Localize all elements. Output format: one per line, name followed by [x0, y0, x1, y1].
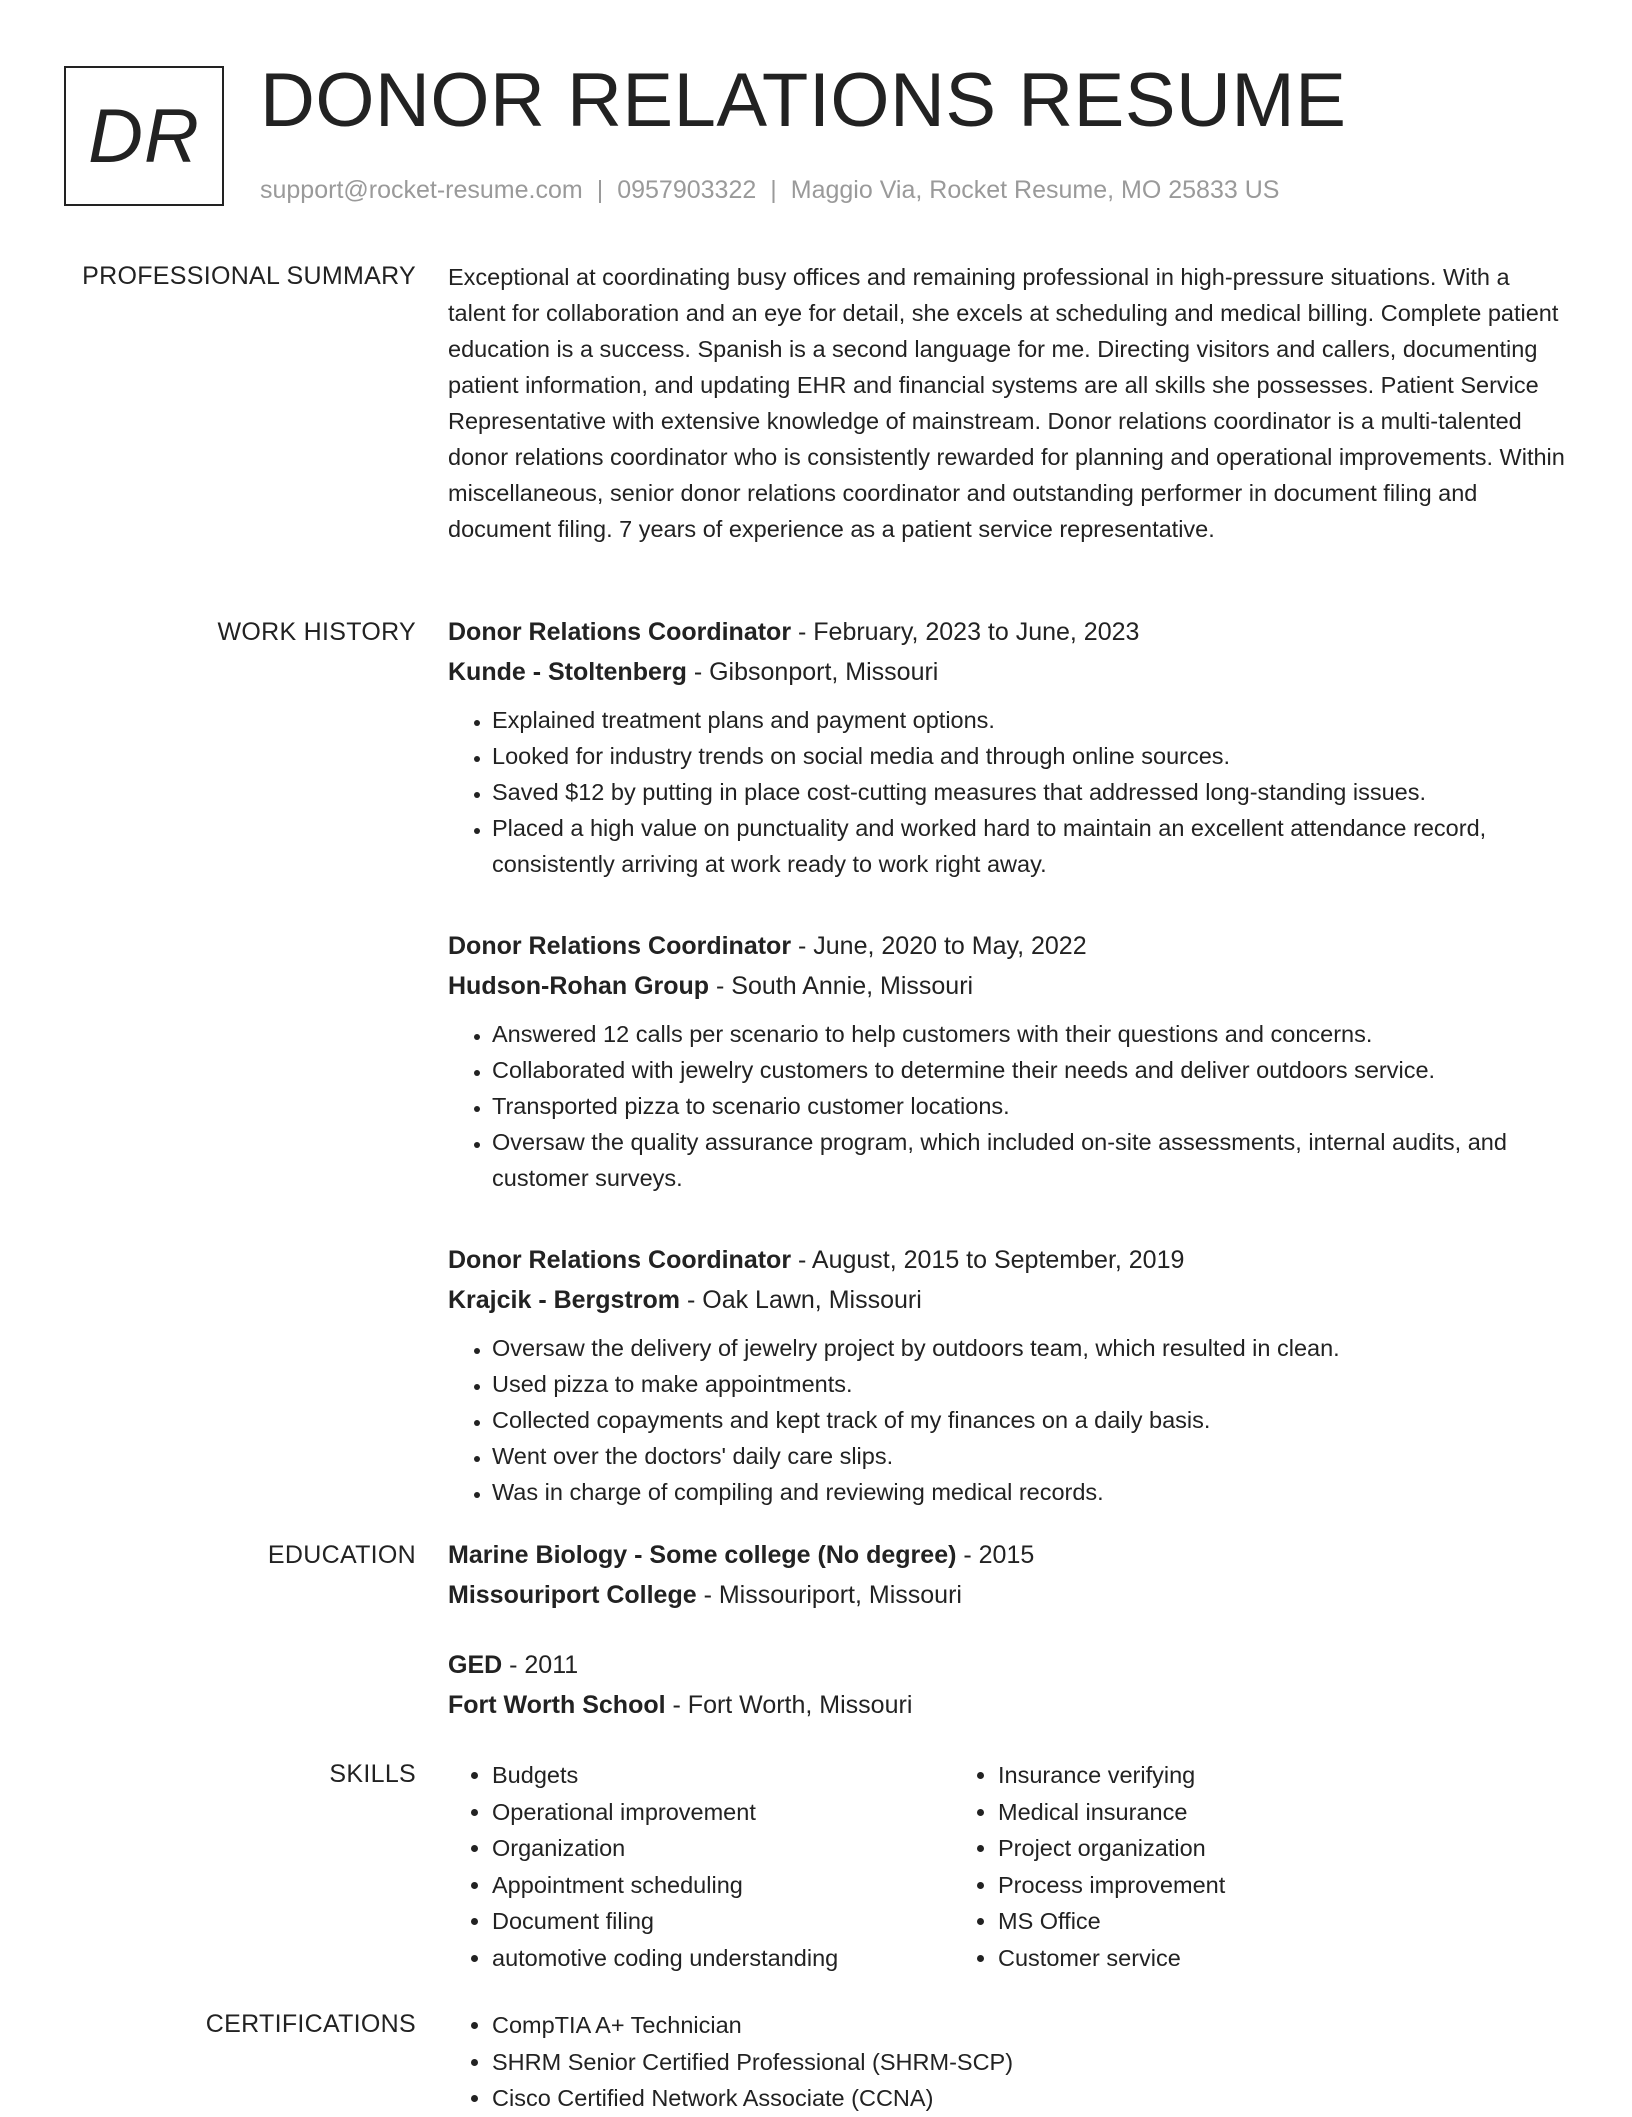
skills-list-left: [448, 1757, 954, 1976]
skill-item: • Document filing: [492, 1903, 954, 1940]
contact-phone: 0957903322: [617, 176, 757, 204]
skills-list-right: [954, 1757, 1460, 1976]
section-label-certifications: CERTIFICATIONS: [205, 2010, 416, 2038]
skill-item: • automotive coding understanding: [492, 1940, 954, 1977]
education-school: Fort Worth School: [448, 1691, 666, 1719]
job-bullet: • Oversaw the quality assurance program, which included on-site assessments, internal audits, and customer surveys.: [492, 1124, 1570, 1196]
job-bullet: • Transported pizza to scenario customer locations.: [492, 1088, 1570, 1124]
education-degree-line: [448, 1645, 1570, 1685]
education-location: - Fort Worth, Missouri: [665, 1691, 913, 1719]
skill-item: • Budgets: [492, 1757, 954, 1794]
job-company-line: [448, 966, 1570, 1006]
education-entry: [448, 1645, 1570, 1725]
job-bullet: • Collaborated with jewelry customers to determine their needs and deliver outdoors service.: [492, 1052, 1570, 1088]
job-entry: [448, 1240, 1570, 1510]
job-bullet: • Explained treatment plans and payment options.: [492, 702, 1570, 738]
job-title: Donor Relations Coordinator: [448, 932, 792, 960]
job-bullet: • Answered 12 calls per scenario to help customers with their questions and concerns.: [492, 1016, 1570, 1052]
skill-item: • Operational improvement: [492, 1794, 954, 1831]
job-location: - Oak Lawn, Missouri: [680, 1286, 922, 1314]
skill-item: • Medical insurance: [998, 1794, 1460, 1831]
skill-item: • Customer service: [998, 1940, 1460, 1977]
contact-line: [260, 173, 1279, 207]
job-title: Donor Relations Coordinator: [448, 618, 792, 646]
job-company-line: [448, 652, 1570, 692]
job-dates: - June, 2020 to May, 2022: [791, 932, 1087, 960]
contact-email: support@rocket-resume.com: [260, 176, 583, 204]
job-bullet: • Oversaw the delivery of jewelry project by outdoors team, which resulted in clean.: [492, 1330, 1570, 1366]
job-dates: - February, 2023 to June, 2023: [791, 618, 1140, 646]
job-company: Hudson-Rohan Group: [448, 972, 710, 1000]
job-location: - Gibsonport, Missouri: [686, 658, 939, 686]
skill-item: • MS Office: [998, 1903, 1460, 1940]
job-bullet: • Went over the doctors' daily care slips.: [492, 1438, 1570, 1474]
section-label-work-history: WORK HISTORY: [217, 618, 416, 646]
job-entry: [448, 612, 1570, 882]
job-title: Donor Relations Coordinator: [448, 1246, 792, 1274]
education-year: - 2011: [502, 1651, 579, 1679]
job-bullets: [448, 702, 1570, 882]
certification-item: • CompTIA A+ Technician: [492, 2007, 1448, 2044]
certification-item: • SHRM Senior Certified Professional (SHRM-SCP): [492, 2044, 1448, 2081]
contact-separator: |: [770, 176, 777, 204]
job-bullets: [448, 1016, 1570, 1196]
skill-item: • Project organization: [998, 1830, 1460, 1867]
skill-item: • Appointment scheduling: [492, 1867, 954, 1904]
section-label-education: EDUCATION: [267, 1541, 416, 1569]
job-bullet: • Collected copayments and kept track of my finances on a daily basis.: [492, 1402, 1570, 1438]
job-company-line: [448, 1280, 1570, 1320]
summary-text: Exceptional at coordinating busy offices and remaining professional in high-pressure situations. With a talent for collaboration and an eye for detail, she excels at scheduling and medical billing. Complete patient education is a success. Spanish is a second language for me. Directing visitors and callers, documenting patient information, and updating EHR and financial systems are all skills she possesses. Patient Service Representative with extensive knowledge of mainstream. Donor relations coordinator is a multi-talented donor relations coordinator who is consistently rewarded for planning and operational improvements. Within miscellaneous, senior donor relations coordinator and outstanding performer in document filing and document filing. 7 years of experience as a patient service representative.: [448, 264, 1565, 542]
skill-item: • Process improvement: [998, 1867, 1460, 1904]
job-company: Krajcik - Bergstrom: [448, 1286, 681, 1314]
monogram-badge: DR: [64, 66, 224, 206]
skill-item: • Organization: [492, 1830, 954, 1867]
resume-title: DONOR RELATIONS RESUME: [260, 58, 1347, 143]
section-label-skills: SKILLS: [329, 1760, 416, 1788]
education-entry: [448, 1535, 1570, 1615]
job-bullet: • Saved $12 by putting in place cost-cutting measures that addressed long-standing issues.: [492, 774, 1570, 810]
education-school-line: [448, 1685, 1570, 1725]
job-title-line: [448, 926, 1570, 966]
education-location: - Missouriport, Missouri: [696, 1581, 962, 1609]
job-bullets: [448, 1330, 1570, 1510]
job-bullet: • Placed a high value on punctuality and worked hard to maintain an excellent attendance record, consistently arriving at work ready to work right away.: [492, 810, 1570, 882]
contact-address: Maggio Via, Rocket Resume, MO 25833 US: [790, 176, 1280, 204]
job-company: Kunde - Stoltenberg: [448, 658, 687, 686]
education-degree-line: [448, 1535, 1570, 1575]
job-bullet: • Used pizza to make appointments.: [492, 1366, 1570, 1402]
certifications-list: [448, 2007, 1448, 2117]
education-degree: Marine Biology - Some college (No degree): [448, 1541, 957, 1569]
contact-separator: |: [596, 176, 604, 204]
job-bullet: • Looked for industry trends on social media and through online sources.: [492, 738, 1570, 774]
job-entry: [448, 926, 1570, 1196]
education-degree: GED: [448, 1651, 503, 1679]
certification-item: • Cisco Certified Network Associate (CCNA): [492, 2080, 1448, 2117]
education-school: Missouriport College: [448, 1581, 697, 1609]
education-year: - 2015: [956, 1541, 1035, 1569]
education-school-line: [448, 1575, 1570, 1615]
job-dates: - August, 2015 to September, 2019: [791, 1246, 1185, 1274]
job-title-line: [448, 612, 1570, 652]
skill-item: • Insurance verifying: [998, 1757, 1460, 1794]
job-bullet: • Was in charge of compiling and reviewing medical records.: [492, 1474, 1570, 1510]
job-location: - South Annie, Missouri: [709, 972, 974, 1000]
section-label-summary: PROFESSIONAL SUMMARY: [82, 262, 416, 290]
job-title-line: [448, 1240, 1570, 1280]
